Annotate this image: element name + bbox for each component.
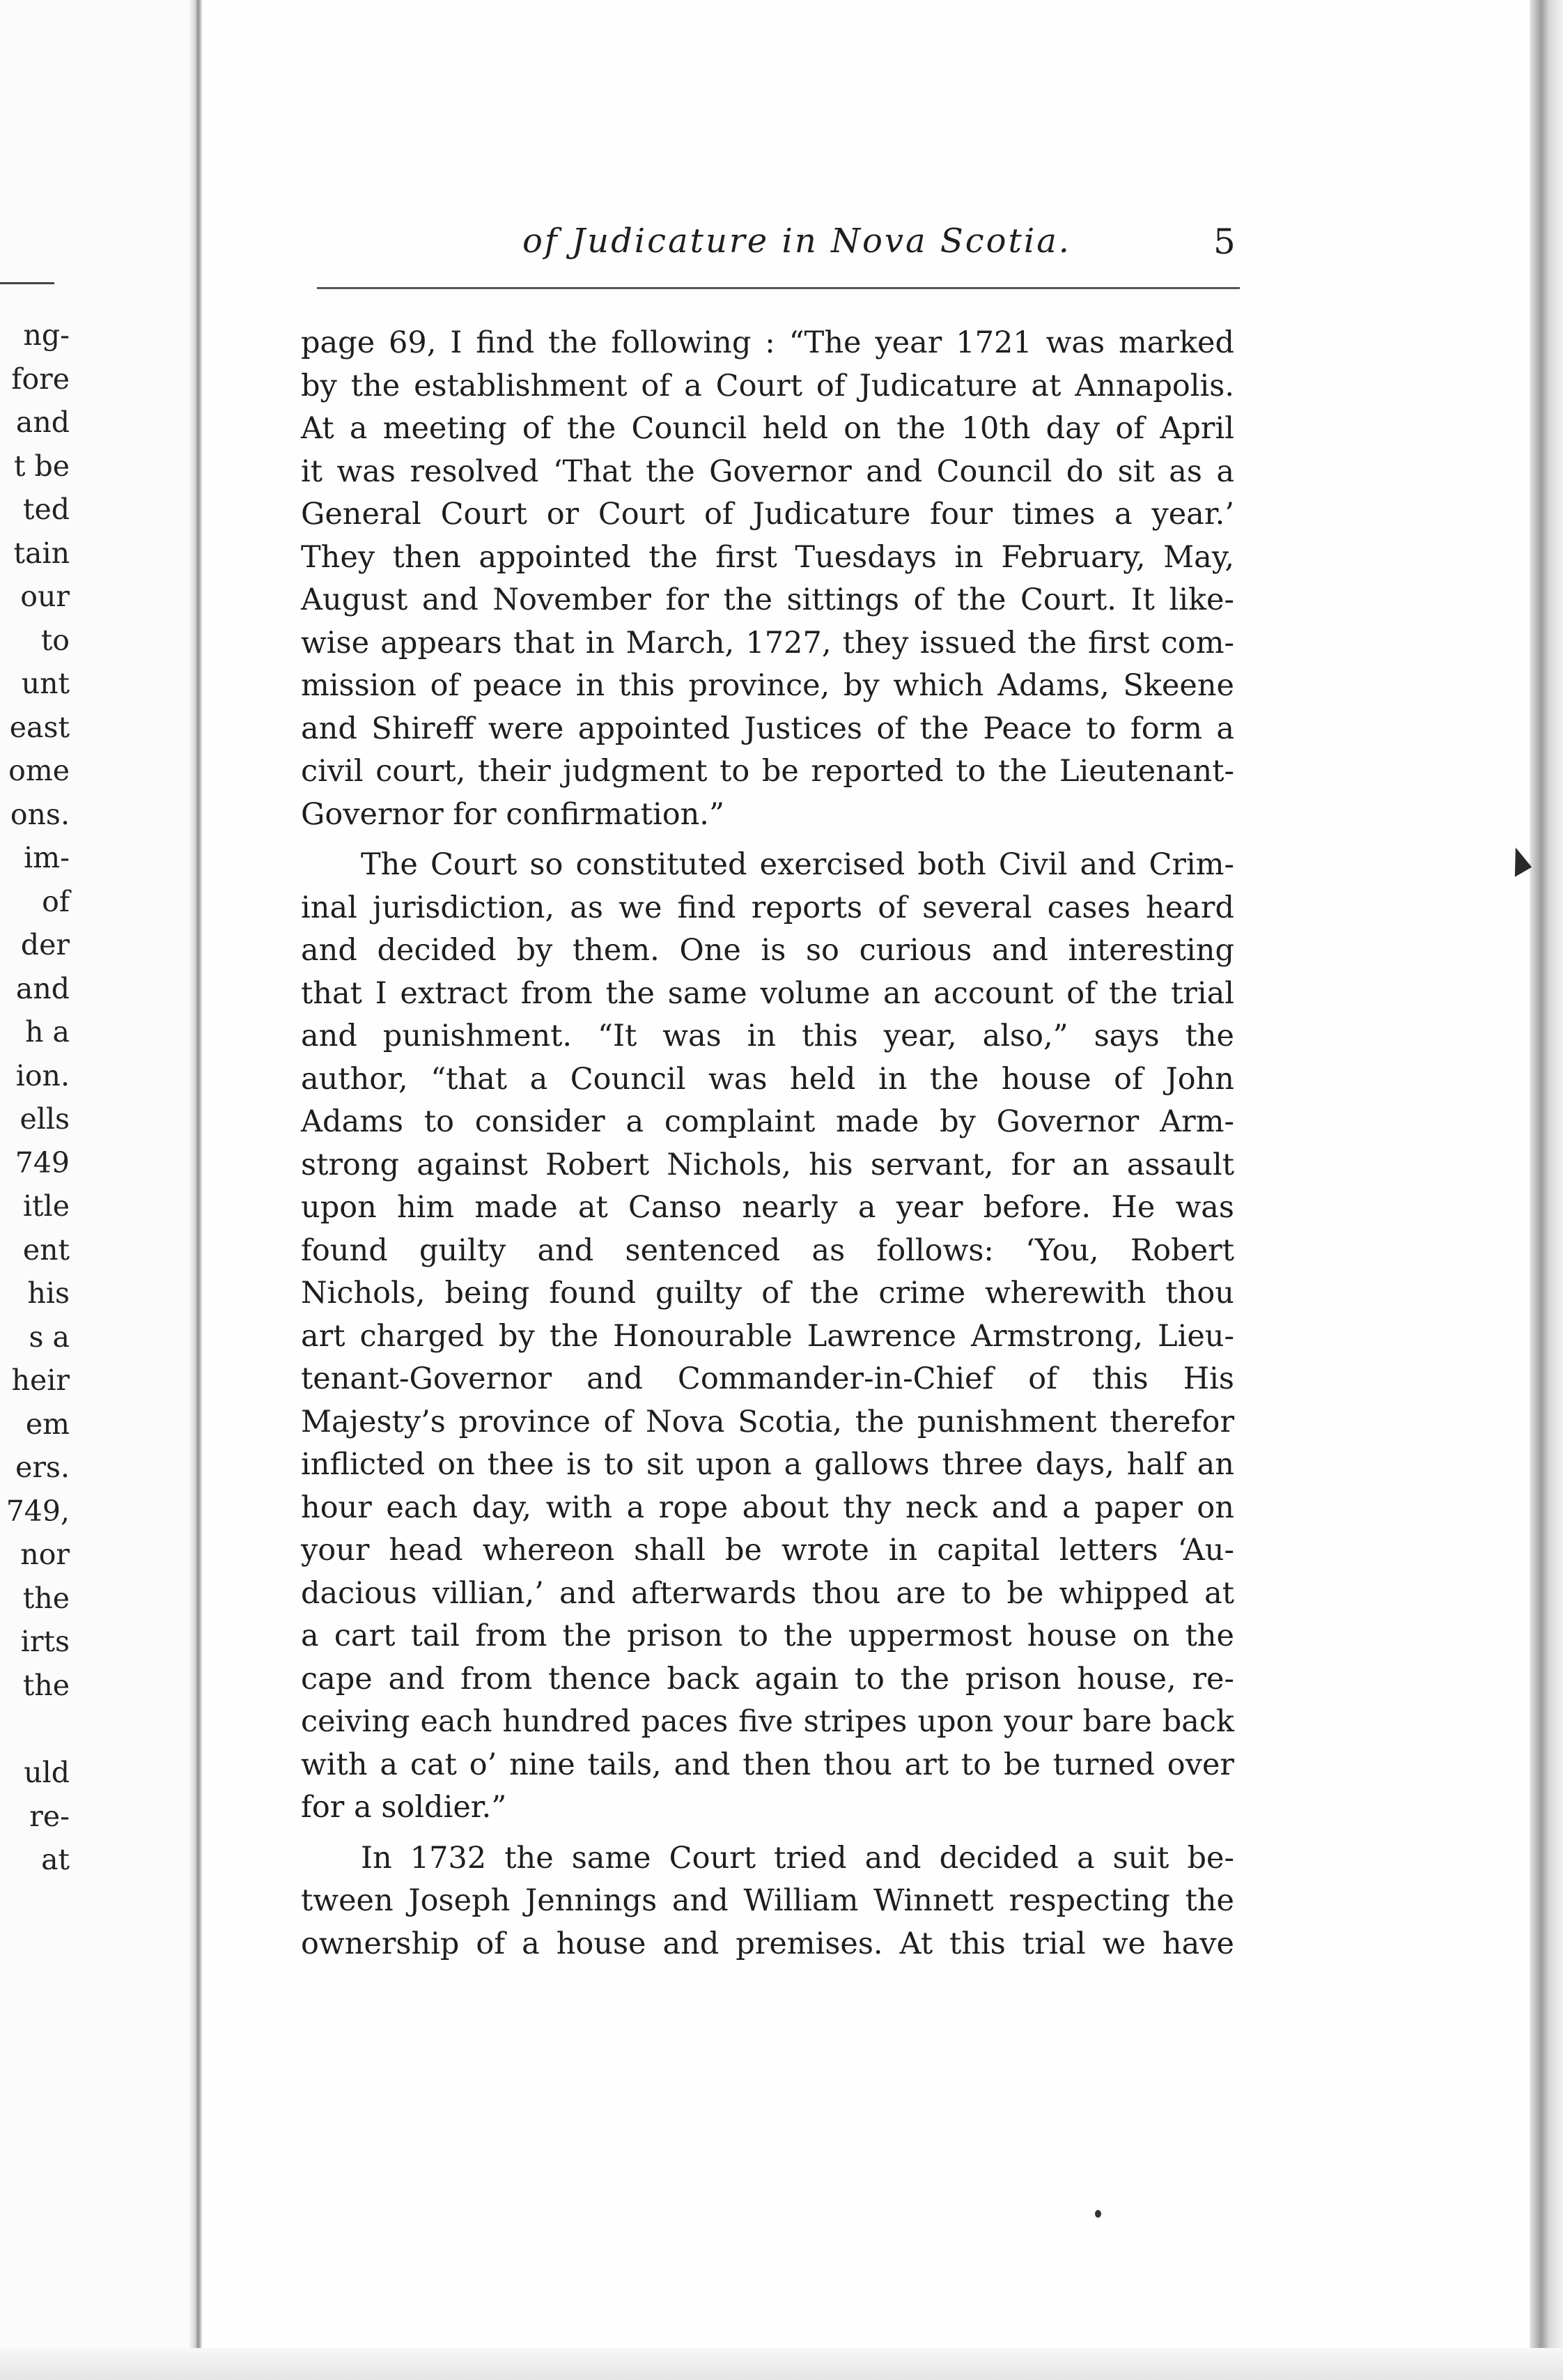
text-line: strong against Robert Nichols, his servant, for an assault <box>301 1147 1234 1182</box>
left-fragment: ng- <box>23 318 70 352</box>
left-fragment: 749, <box>6 1494 70 1528</box>
bottom-page-edge <box>0 2348 1563 2380</box>
text-line: In 1732 the same Court tried and decided a suit be- <box>361 1840 1234 1876</box>
left-fragment: 749 <box>15 1145 70 1180</box>
left-fragment: the <box>22 1581 70 1615</box>
left-fragment: ion. <box>15 1058 70 1092</box>
text-line: cape and from thence back again to the prison house, re- <box>301 1661 1234 1697</box>
left-fragment: ers. <box>15 1451 70 1484</box>
right-page-edge <box>1530 0 1563 2380</box>
text-line: by the establishment of a Court of Judicature at Annapolis. <box>301 368 1234 403</box>
text-line: inflicted on thee is to sit upon a gallows three days, half an <box>301 1447 1234 1482</box>
text-line: civil court, their judgment to be reported to the Lieutenant- <box>301 754 1234 789</box>
text-line: ownership of a house and premises. At this trial we have <box>301 1926 1234 1961</box>
text-line: with a cat o’ nine tails, and then thou art to be turned over <box>301 1747 1234 1782</box>
body-text <box>301 322 1234 1965</box>
left-fragment: s a <box>29 1320 70 1354</box>
book-gutter-fold <box>189 0 202 2380</box>
text-line: tenant-Governor and Commander-in-Chief of this His <box>301 1361 1234 1396</box>
left-fragment: and <box>15 405 70 439</box>
text-line: At a meeting of the Council held on the 10th day of April <box>301 411 1234 446</box>
text-line: Adams to consider a complaint made by Governor Arm- <box>301 1104 1234 1139</box>
text-line: your head whereon shall be wrote in capital letters ‘Au- <box>301 1533 1234 1568</box>
text-line: a cart tail from the prison to the uppermost house on the <box>301 1618 1234 1653</box>
ink-speck <box>1095 2210 1101 2218</box>
left-fragment: our <box>20 580 70 613</box>
header-rule <box>317 287 1240 289</box>
text-line: found guilty and sentenced as follows: ‘You, Robert <box>301 1232 1234 1268</box>
left-fragment: ons. <box>10 797 70 831</box>
text-line: The Court so constituted exercised both Civil and Crim- <box>361 847 1234 882</box>
text-line: for a soldier.” <box>301 1790 507 1825</box>
left-fragment: his <box>27 1276 70 1310</box>
text-line: General Court or Court of Judicature four times a year.’ <box>301 497 1234 532</box>
left-fragment: im- <box>24 841 70 874</box>
running-title: of Judicature in Nova Scotia. <box>522 222 1072 261</box>
text-line: and decided by them. One is so curious and interesting <box>301 933 1234 968</box>
text-line: it was resolved ‘That the Governor and Council do sit as a <box>301 454 1234 489</box>
text-line: author, “that a Council was held in the house of John <box>301 1061 1234 1097</box>
left-fragment: the <box>22 1668 70 1702</box>
left-fragment: t be <box>13 449 70 483</box>
left-fragment: and <box>15 971 70 1005</box>
left-page-edge <box>0 0 202 2380</box>
left-fragment: ted <box>23 493 70 526</box>
left-fragment: irts <box>20 1625 70 1658</box>
left-fragment: heir <box>11 1363 70 1397</box>
left-fragment: at <box>41 1843 70 1876</box>
left-fragment: re- <box>29 1799 70 1833</box>
text-line: ceiving each hundred paces five stripes upon your bare back <box>301 1704 1234 1739</box>
text-line: mission of peace in this province, by which Adams, Skeene <box>301 668 1234 703</box>
left-fragment: ells <box>20 1102 70 1136</box>
left-fragment: ent <box>22 1232 70 1267</box>
text-line: hour each day, with a rope about thy neck and a paper on <box>301 1490 1234 1525</box>
text-line: and Shireff were appointed Justices of the Peace to form a <box>301 711 1234 746</box>
page-number: 5 <box>1213 222 1236 262</box>
text-line: They then appointed the first Tuesdays in February, May, <box>301 539 1234 575</box>
text-line: Nichols, being found guilty of the crime wherewith thou <box>301 1276 1234 1311</box>
text-line: page 69, I find the following : “The year 1721 was marked <box>301 325 1234 360</box>
left-fragment: east <box>9 710 70 744</box>
text-line: Majesty’s province of Nova Scotia, the punishment therefor <box>301 1404 1234 1439</box>
left-fragment: fore <box>11 362 70 396</box>
left-fragment: der <box>20 928 70 961</box>
text-line: tween Joseph Jennings and William Winnett respecting the <box>301 1883 1234 1918</box>
text-line: inal jurisdiction, as we find reports of several cases heard <box>301 890 1234 925</box>
left-fragment: unt <box>21 667 70 700</box>
text-line: dacious villian,’ and afterwards thou are to be whipped at <box>301 1575 1234 1611</box>
left-fragment: itle <box>23 1189 70 1223</box>
text-line: and punishment. “It was in this year, also,” says the <box>301 1019 1234 1053</box>
left-fragment: to <box>40 623 70 657</box>
left-fragment: nor <box>20 1538 70 1571</box>
left-fragment: ome <box>8 754 70 787</box>
left-fragment: tain <box>13 536 70 570</box>
text-line: upon him made at Canso nearly a year before. He was <box>301 1190 1234 1225</box>
text-line: wise appears that in March, 1727, they issued the first com- <box>301 625 1234 660</box>
left-page-fragments <box>6 314 70 1882</box>
text-line: August and November for the sittings of the Court. It like- <box>301 582 1234 617</box>
text-line: Governor for confirmation.” <box>301 796 724 832</box>
left-fragment: h a <box>25 1015 70 1049</box>
left-fragment: uld <box>24 1756 70 1789</box>
text-line: art charged by the Honourable Lawrence Armstrong, Lieu- <box>301 1318 1234 1354</box>
left-page-head-rule <box>0 282 54 284</box>
left-fragment: em <box>25 1407 70 1441</box>
text-line: that I extract from the same volume an account of the trial <box>301 975 1234 1011</box>
left-fragment: of <box>42 884 70 918</box>
